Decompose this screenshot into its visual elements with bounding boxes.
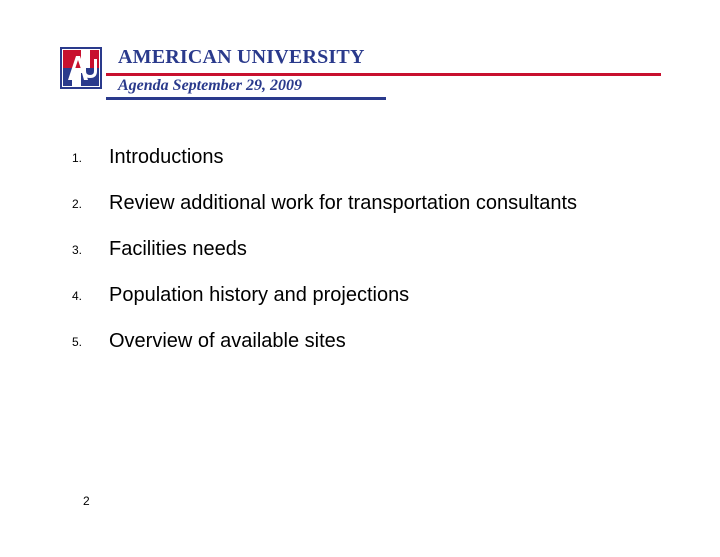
agenda-item-number: 5. [72, 335, 83, 349]
agenda-item-text: Population history and projections [109, 284, 410, 306]
agenda-item [72, 226, 592, 272]
agenda-item-text: Introductions [109, 146, 224, 168]
agenda-item [72, 272, 592, 318]
agenda-item [72, 180, 592, 226]
university-title: AMERICAN UNIVERSITY [118, 46, 365, 68]
agenda-item [72, 318, 592, 364]
agenda-item-number: 3. [72, 243, 83, 257]
header-divider-blue [106, 97, 386, 100]
agenda-subtitle: Agenda September 29, 2009 [118, 77, 302, 94]
agenda-item-number: 4. [72, 289, 83, 303]
header-divider-red [106, 73, 661, 76]
page-number: 2 [83, 494, 90, 508]
agenda-item-number: 2. [72, 197, 83, 211]
agenda-list [72, 134, 592, 364]
agenda-item-text: Facilities needs [109, 238, 247, 260]
american-university-logo-icon [60, 47, 102, 89]
agenda-item-number: 1. [72, 151, 83, 165]
agenda-item-text: Review additional work for transportation consultants [109, 192, 578, 214]
agenda-item [72, 134, 592, 180]
agenda-item-text: Overview of available sites [109, 330, 346, 352]
